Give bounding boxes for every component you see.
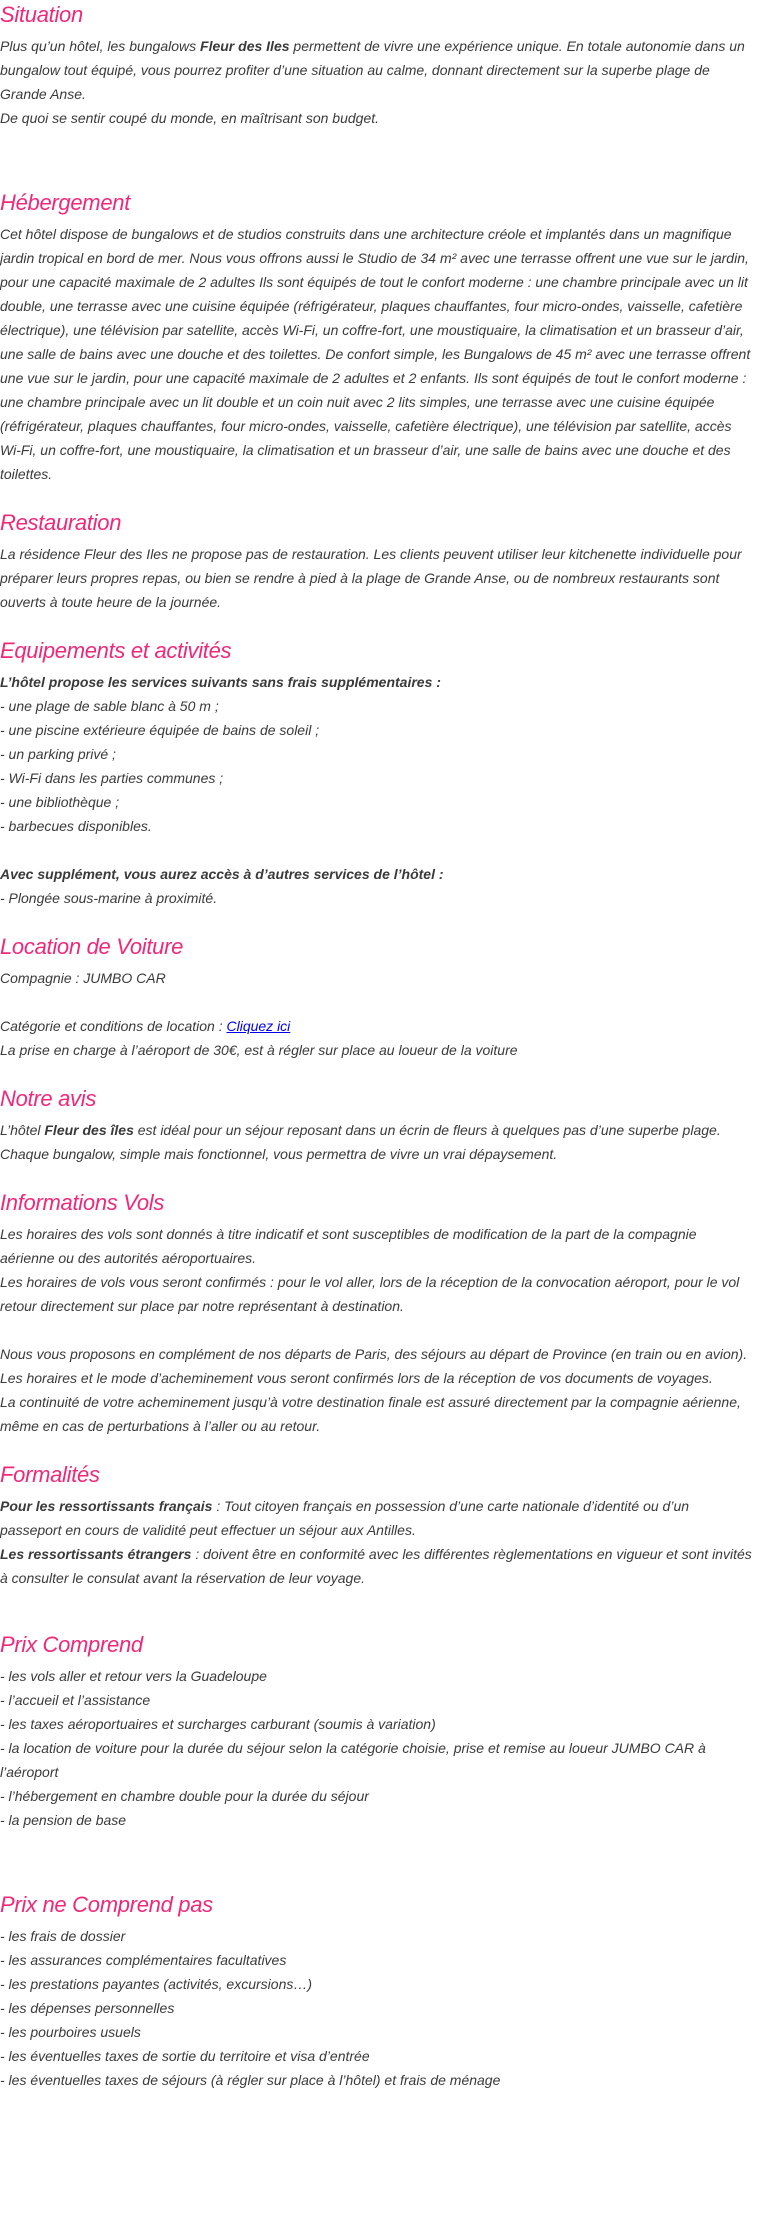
free-services-heading: L’hôtel propose les services suivants sans frais supplémentaires : (0, 674, 441, 690)
section-vols (0, 1188, 754, 1438)
list-item: - la location de voiture pour la durée du séjour selon la catégorie choisie, prise et remise au loueur JUMBO CAR à l’aéroport (0, 1740, 706, 1780)
rental-company: Compagnie : JUMBO CAR (0, 970, 166, 986)
list-item: - une piscine extérieure équipée de bains de soleil ; (0, 722, 320, 738)
list-item: - les éventuelles taxes de sortie du territoire et visa d’entrée (0, 2048, 370, 2064)
list-item: - les éventuelles taxes de séjours (à régler sur place à l’hôtel) et frais de ménage (0, 2072, 501, 2088)
list-item: - les pourboires usuels (0, 2024, 141, 2040)
list-item: - les frais de dossier (0, 1928, 126, 1944)
prix-comprend-body (0, 1664, 754, 1832)
prix-non-comprend-body (0, 1924, 754, 2092)
section-prix-comprend (0, 1630, 754, 1832)
text-span: L’hôtel (0, 1122, 45, 1138)
avis-body (0, 1118, 754, 1166)
section-title-prix-non-comprend: Prix ne Comprend pas (0, 1892, 213, 1917)
section-title-situation: Situation (0, 2, 83, 27)
list-item: - les assurances complémentaires facultatives (0, 1952, 287, 1968)
section-title-location: Location de Voiture (0, 934, 184, 959)
section-avis (0, 1084, 754, 1166)
list-item: - les vols aller et retour vers la Guadeloupe (0, 1668, 267, 1684)
equipements-body (0, 670, 754, 910)
section-restauration (0, 508, 754, 614)
list-item: - Plongée sous-marine à proximité. (0, 890, 218, 906)
hebergement-body (0, 222, 754, 486)
avis-paragraph-2: Chaque bungalow, simple mais fonctionnel, vous permettra de vivre un vrai dépaysement. (0, 1146, 558, 1162)
formalites-body (0, 1494, 754, 1590)
list-item: - la pension de base (0, 1812, 127, 1828)
section-prix-non-comprend (0, 1890, 754, 2092)
list-item: - Wi-Fi dans les parties communes ; (0, 770, 224, 786)
hotel-name: Fleur des îles (44, 1122, 134, 1138)
text-span: Catégorie et conditions de location : (0, 1018, 227, 1034)
formalites-foreign (0, 1542, 754, 1590)
list-item: - l’accueil et l’assistance (0, 1692, 151, 1708)
list-item: - un parking privé ; (0, 746, 116, 762)
rental-conditions-link[interactable]: Cliquez ici (226, 1018, 291, 1034)
situation-body (0, 34, 754, 130)
vols-paragraph-5: La continuité de votre acheminement jusqu’à votre destination finale est assuré directement par la compagnie aérienne, même en cas de perturbations à l’aller ou au retour. (0, 1394, 741, 1434)
restauration-body (0, 542, 754, 614)
vols-paragraph-2: Les horaires de vols vous seront confirmés : pour le vol aller, lors de la réception de la convocation aéroport, pour le vol retour directement sur place par notre représentant à destination. (0, 1274, 740, 1314)
french-citizens-label: Pour les ressortissants français (0, 1498, 213, 1514)
section-situation (0, 0, 754, 130)
vols-body (0, 1222, 754, 1438)
vols-paragraph-4: Les horaires et le mode d’acheminement vous seront confirmés lors de la réception de vos documents de voyages. (0, 1370, 713, 1386)
text-span: : doivent être en conformité avec les différentes règlementations en vigueur et sont invités à consulter le consulat avant la réservation de leur voyage. (0, 1546, 752, 1586)
list-item: - une plage de sable blanc à 50 m ; (0, 698, 219, 714)
vols-paragraph-1: Les horaires des vols sont donnés à titre indicatif et sont susceptibles de modification de la part de la compagnie aérienne ou des autorités aéroportuaires. (0, 1226, 697, 1266)
section-title-restauration: Restauration (0, 510, 122, 535)
text-span: est idéal pour un séjour reposant dans un écrin de fleurs à quelques pas d’une superbe plage. (133, 1122, 721, 1138)
section-title-avis: Notre avis (0, 1086, 97, 1111)
formalites-french (0, 1494, 754, 1542)
hotel-name: Fleur des Iles (200, 38, 290, 54)
avis-paragraph-1 (0, 1118, 754, 1142)
section-title-hebergement: Hébergement (0, 190, 130, 215)
list-item: - les dépenses personnelles (0, 2000, 175, 2016)
situation-paragraph-2: De quoi se sentir coupé du monde, en maîtrisant son budget. (0, 110, 380, 126)
section-title-vols: Informations Vols (0, 1190, 165, 1215)
rental-pickup: La prise en charge à l’aéroport de 30€, est à régler sur place au loueur de la voiture (0, 1042, 518, 1058)
foreign-citizens-label: Les ressortissants étrangers (0, 1546, 192, 1562)
list-item: - les taxes aéroportuaires et surcharges carburant (soumis à variation) (0, 1716, 436, 1732)
hebergement-paragraph: Cet hôtel dispose de bungalows et de studios construits dans une architecture créole et implantés dans un magnifique jardin tropical en bord de mer. Nous vous offrons aussi le Studio de 34 m² avec une terrasse offrent une vue sur le jardin, pour une capacité maximale de 2 adultes Ils sont équipés de tout le confort moderne : une chambre principale avec un lit double, une terrasse avec une cuisine équipée (réfrigérateur, plaques chauffantes, four micro-ondes, vaisselle, cafetière électrique), une télévision par satellite, accès Wi-Fi, un coffre-fort, une moustiquaire, la climatisation et un brasseur d’air, une salle de bains avec une douche et des toilettes. De confort simple, les Bungalows de 45 m² avec une terrasse offrent une vue sur le jardin, pour une capacité maximale de 2 adultes et 2 enfants. Ils sont équipés de tout le confort moderne : une chambre principale avec un lit double et un coin nuit avec 2 lits simples, une terrasse avec une cuisine équipée (réfrigérateur, plaques chauffantes, four micro-ondes, vaisselle, cafetière électrique), une télévision par satellite, accès Wi-Fi, un coffre-fort, une moustiquaire, la climatisation et un brasseur d’air, une salle de bains avec une douche et des toilettes. (0, 226, 751, 482)
section-equipements (0, 636, 754, 910)
section-title-prix-comprend: Prix Comprend (0, 1632, 143, 1657)
list-item: - une bibliothèque ; (0, 794, 120, 810)
section-title-equipements: Equipements et activités (0, 638, 232, 663)
vols-paragraph-3: Nous vous proposons en complément de nos départs de Paris, des séjours au départ de Province (en train ou en avion). (0, 1346, 748, 1362)
text-span: : Tout citoyen français en possession d’une carte nationale d’identité ou d’un passeport en cours de validité peut effectuer un séjour aux Antilles. (0, 1498, 690, 1538)
list-item: - l’hébergement en chambre double pour la durée du séjour (0, 1788, 369, 1804)
text-span: permettent de vivre une expérience unique. En totale autonomie dans un bungalow tout équipé, vous pourrez profiter d’une situation au calme, donnant directement sur la superbe plage de Grande Anse. (0, 38, 745, 102)
situation-paragraph-1 (0, 34, 754, 106)
section-location (0, 932, 754, 1062)
text-span: Plus qu’un hôtel, les bungalows (0, 38, 201, 54)
list-item: - barbecues disponibles. (0, 818, 152, 834)
section-hebergement (0, 188, 754, 486)
section-title-formalites: Formalités (0, 1462, 100, 1487)
restauration-paragraph: La résidence Fleur des Iles ne propose pas de restauration. Les clients peuvent utiliser leur kitchenette individuelle pour préparer leurs propres repas, ou bien se rendre à pied à la plage de Grande Anse, ou de nombreux restaurants sont ouverts à toute heure de la journée. (0, 546, 742, 610)
paid-services-heading: Avec supplément, vous aurez accès à d’autres services de l’hôtel : (0, 866, 444, 882)
location-body (0, 966, 754, 1062)
rental-category (0, 1014, 754, 1038)
list-item: - les prestations payantes (activités, excursions…) (0, 1976, 313, 1992)
section-formalites (0, 1460, 754, 1590)
